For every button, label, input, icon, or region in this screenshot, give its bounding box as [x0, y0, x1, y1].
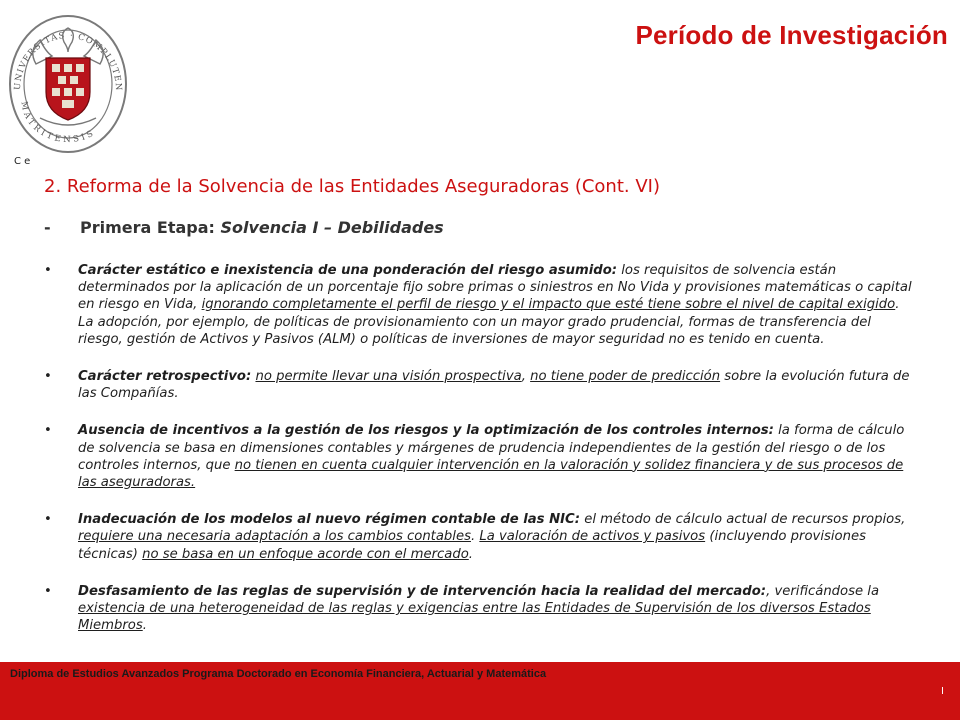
bullet-text: los requisitos de solvencia están determinados por la aplicación de un porcentaje fijo sobre primas o siniestros en No Vida y provisiones matemáticas o capital en riesgo en Vida,: [78, 263, 912, 313]
section-heading: 2. Reforma de la Solvencia de las Entidades Aseguradoras (Cont. VI): [44, 176, 660, 197]
bullet-underline: no se basa en un enfoque acorde con el mercado: [142, 546, 469, 562]
university-seal-logo: [6, 6, 130, 156]
bullet-text: .: [142, 618, 147, 634]
bullet-text: el método de cálculo actual de recursos propios,: [580, 512, 906, 528]
bullet-icon: •: [44, 583, 52, 599]
list-item: [44, 511, 914, 563]
page-title: Período de Investigación: [635, 20, 948, 50]
bullet-bold: Carácter retrospectivo:: [78, 369, 252, 385]
bullet-text: . La adopción, por ejemplo, de políticas de provisionamiento con un mayor grado prudencial, formas de transferencia del riesgo, gestión de Activos y Pasivos (ALM) o políticas de inversiones de mayor seguridad no es tenido en cuenta.: [78, 297, 900, 347]
bullet-text: (incluyendo provisiones técnicas): [78, 529, 866, 562]
bullet-icon: •: [44, 512, 52, 528]
list-item: [44, 262, 914, 348]
bullet-bold: Ausencia de incentivos a la gestión de los riesgos y la optimización de los controles internos:: [78, 423, 774, 439]
subheading: [44, 218, 444, 237]
bullet-icon: •: [44, 423, 52, 439]
seal-caption: C e: [14, 156, 31, 167]
bullet-text: , verificándose la: [766, 583, 880, 599]
bullet-icon: •: [44, 369, 52, 385]
subheading-prefix: Primera Etapa:: [80, 218, 221, 237]
bullet-bold: Desfasamiento de las reglas de supervisión y de intervención hacia la realidad del mercado:: [78, 583, 767, 599]
subheading-emphasis: Solvencia I – Debilidades: [220, 218, 444, 237]
subheading-dash: -: [44, 218, 51, 237]
footer-bar: [0, 662, 960, 720]
bullet-underline: requiere una necesaria adaptación a los cambios contables: [78, 529, 471, 545]
bullet-underline: existencia de una heterogeneidad de las reglas y exigencias entre las Entidades de Supervisión de los diversos Estados Miembros: [78, 601, 871, 634]
footer-text: Diploma de Estudios Avanzados Programa Doctorado en Economía Financiera, Actuarial y Matemática: [10, 668, 547, 680]
bullet-icon: •: [44, 263, 52, 278]
list-item: [44, 583, 914, 635]
seal-text-bottom: MATRITENSIS: [18, 100, 98, 146]
page-number: I: [941, 686, 944, 697]
bullet-bold: Carácter estático e inexistencia de una ponderación del riesgo asumido:: [78, 263, 618, 278]
bullet-underline: no tienen en cuenta cualquier intervención en la valoración y solidez financiera y de sus procesos de las aseguradoras.: [78, 457, 904, 491]
bullet-list: [44, 262, 914, 654]
bullet-bold: Inadecuación de los modelos al nuevo régimen contable de las NIC:: [78, 512, 581, 528]
bullet-text: ,: [521, 369, 531, 385]
bullet-underline: no permite llevar una visión prospectiva: [255, 369, 522, 385]
bullet-underline: La valoración de activos y pasivos: [479, 529, 706, 545]
bullet-text: la forma de cálculo de solvencia se basa en dimensiones contables y márgenes de prudencia independientes de la gestión del riesgo o de los controles internos, que: [78, 423, 905, 473]
bullet-text: .: [470, 529, 480, 545]
list-item: [44, 422, 914, 491]
list-item: [44, 368, 914, 402]
bullet-underline: ignorando completamente el perfil de riesgo y el impacto que esté tiene sobre el nivel de capital exigido: [201, 297, 896, 313]
seal-text-top: UNIVERSITAS · COMPLUTEN: [12, 30, 124, 92]
bullet-underline: no tiene poder de predicción: [530, 369, 721, 385]
bullet-text: sobre la evolución futura de las Compañías.: [78, 369, 910, 402]
bullet-text: .: [468, 546, 473, 562]
seal-icon: [6, 6, 130, 156]
